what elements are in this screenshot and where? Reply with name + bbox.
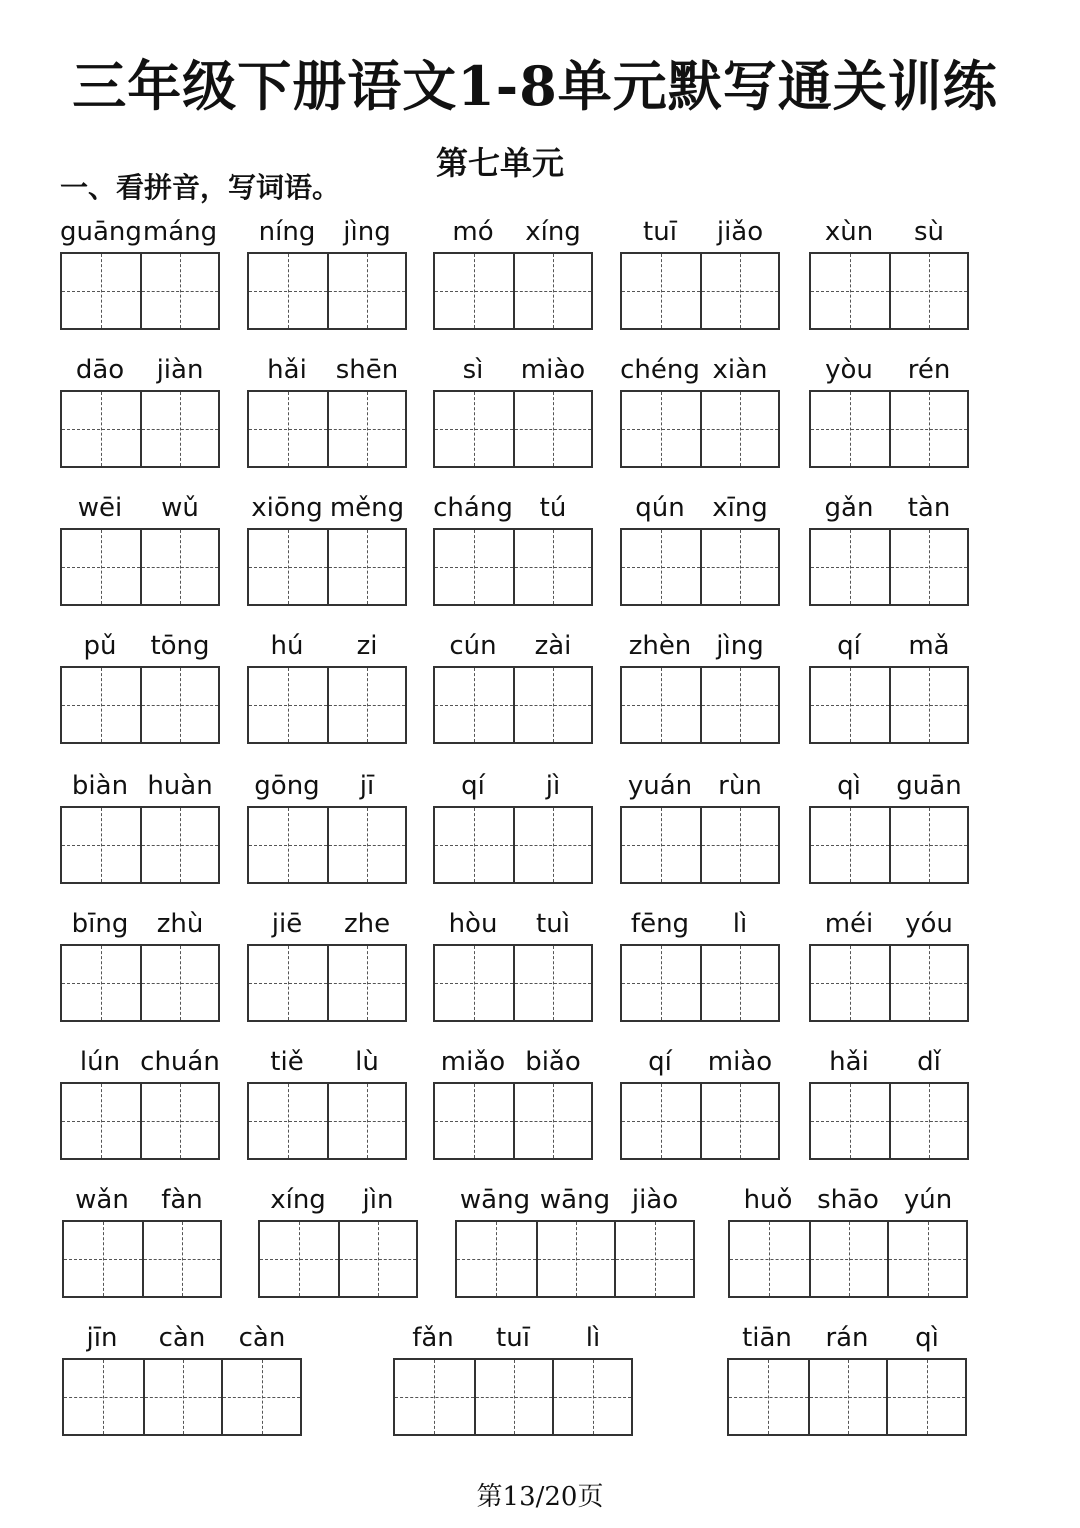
tianzige-cell[interactable] xyxy=(249,808,327,882)
tianzige-cell[interactable] xyxy=(327,254,405,328)
pinyin-label: níng xyxy=(258,217,316,247)
page-title: 三年级下册语文1-8单元默写通关训练 xyxy=(72,54,998,118)
word-item xyxy=(62,1182,222,1300)
pinyin-label: jìn xyxy=(362,1185,394,1215)
tianzige-cell[interactable] xyxy=(249,668,327,742)
pinyin-label: xiōng xyxy=(251,493,323,523)
writing-grid xyxy=(247,944,407,1022)
pinyin-label: tōng xyxy=(150,631,210,661)
pinyin-label: huǒ xyxy=(743,1185,793,1215)
tianzige-cell[interactable] xyxy=(700,392,778,466)
pinyin-label: měng xyxy=(329,493,405,523)
tianzige-cell[interactable] xyxy=(700,1084,778,1158)
tianzige-cell[interactable] xyxy=(811,808,889,882)
word-item xyxy=(433,906,593,1024)
pinyin-label: rán xyxy=(825,1323,869,1353)
word-item xyxy=(620,768,780,886)
pinyin-label: bīng xyxy=(71,909,129,939)
tianzige-cell[interactable] xyxy=(64,1360,143,1434)
pinyin-label: mó xyxy=(452,217,494,247)
pinyin-label: xiàn xyxy=(712,355,768,385)
pinyin-label: tú xyxy=(539,493,567,523)
pinyin-label: hòu xyxy=(448,909,498,939)
unit-title: 第七单元 xyxy=(435,144,564,182)
tianzige-cell[interactable] xyxy=(249,1084,327,1158)
tianzige-cell[interactable] xyxy=(889,530,967,604)
writing-grid xyxy=(809,528,969,606)
tianzige-cell[interactable] xyxy=(700,530,778,604)
pinyin-label: zhèn xyxy=(628,631,692,661)
tianzige-cell[interactable] xyxy=(622,808,700,882)
pinyin-label: rén xyxy=(907,355,951,385)
word-item xyxy=(247,214,407,332)
writing-grid xyxy=(62,1358,302,1436)
tianzige-cell[interactable] xyxy=(889,1084,967,1158)
tianzige-cell[interactable] xyxy=(435,530,513,604)
tianzige-cell[interactable] xyxy=(622,946,700,1020)
word-item xyxy=(728,1182,968,1300)
tianzige-cell[interactable] xyxy=(64,1222,142,1296)
writing-grid xyxy=(433,390,593,468)
word-item xyxy=(620,628,780,746)
pinyin-label: tuì xyxy=(536,909,570,939)
pinyin-label: cún xyxy=(449,631,497,661)
pinyin-label: fǎn xyxy=(412,1323,454,1353)
pinyin-label: càn xyxy=(158,1323,206,1353)
tianzige-cell[interactable] xyxy=(249,530,327,604)
pinyin-label: máng xyxy=(142,217,218,247)
pinyin-label: jiǎo xyxy=(716,217,764,247)
pinyin-label: miào xyxy=(520,355,586,385)
pinyin-label: wēi xyxy=(77,493,123,523)
tianzige-cell[interactable] xyxy=(62,668,140,742)
pinyin-label: tuī xyxy=(496,1323,530,1353)
tianzige-cell[interactable] xyxy=(140,392,218,466)
pinyin-label: qún xyxy=(635,493,685,523)
writing-grid xyxy=(620,390,780,468)
pinyin-label: mǎ xyxy=(908,631,950,661)
pinyin-label: hǎi xyxy=(829,1047,869,1077)
writing-grid xyxy=(809,666,969,744)
tianzige-cell[interactable] xyxy=(808,1360,887,1434)
tianzige-cell[interactable] xyxy=(457,1222,536,1296)
word-item xyxy=(60,214,220,332)
word-item xyxy=(60,628,220,746)
tianzige-cell[interactable] xyxy=(435,254,513,328)
pinyin-label: tuī xyxy=(643,217,677,247)
tianzige-cell[interactable] xyxy=(62,530,140,604)
tianzige-cell[interactable] xyxy=(513,1084,591,1158)
tianzige-cell[interactable] xyxy=(700,808,778,882)
word-item xyxy=(455,1182,695,1300)
tianzige-cell[interactable] xyxy=(338,1222,416,1296)
writing-grid xyxy=(620,528,780,606)
tianzige-cell[interactable] xyxy=(249,392,327,466)
tianzige-cell[interactable] xyxy=(811,392,889,466)
tianzige-cell[interactable] xyxy=(249,946,327,1020)
tianzige-cell[interactable] xyxy=(140,946,218,1020)
tianzige-cell[interactable] xyxy=(513,254,591,328)
writing-grid xyxy=(727,1358,967,1436)
writing-grid xyxy=(620,666,780,744)
tianzige-cell[interactable] xyxy=(811,1084,889,1158)
pinyin-label: qí xyxy=(648,1047,672,1077)
tianzige-cell[interactable] xyxy=(62,254,140,328)
word-item xyxy=(393,1320,633,1438)
tianzige-cell[interactable] xyxy=(62,392,140,466)
tianzige-cell[interactable] xyxy=(140,668,218,742)
word-item xyxy=(620,214,780,332)
writing-grid xyxy=(433,944,593,1022)
pinyin-label: guāng xyxy=(60,217,142,247)
word-item xyxy=(809,490,969,608)
pinyin-label: zhù xyxy=(156,909,204,939)
pinyin-label: hǎi xyxy=(267,355,307,385)
word-item xyxy=(433,214,593,332)
tianzige-cell[interactable] xyxy=(700,254,778,328)
pinyin-label: gǎn xyxy=(824,493,874,523)
word-item xyxy=(433,628,593,746)
word-item xyxy=(433,490,593,608)
pinyin-label: lì xyxy=(732,909,748,939)
writing-grid xyxy=(809,944,969,1022)
writing-grid xyxy=(809,390,969,468)
pinyin-label: jiàn xyxy=(156,355,204,385)
writing-grid xyxy=(393,1358,633,1436)
writing-grid xyxy=(60,944,220,1022)
tianzige-cell[interactable] xyxy=(435,946,513,1020)
tianzige-cell[interactable] xyxy=(889,254,967,328)
tianzige-cell[interactable] xyxy=(140,808,218,882)
writing-grid xyxy=(620,806,780,884)
tianzige-cell[interactable] xyxy=(809,1222,888,1296)
tianzige-cell[interactable] xyxy=(811,530,889,604)
pinyin-label: zhe xyxy=(343,909,391,939)
word-item xyxy=(809,906,969,1024)
pinyin-label: lù xyxy=(355,1047,379,1077)
word-item xyxy=(620,906,780,1024)
writing-grid xyxy=(247,252,407,330)
tianzige-cell[interactable] xyxy=(622,668,700,742)
tianzige-cell[interactable] xyxy=(327,1084,405,1158)
tianzige-cell[interactable] xyxy=(552,1360,631,1434)
writing-grid xyxy=(433,666,593,744)
writing-grid xyxy=(433,806,593,884)
tianzige-cell[interactable] xyxy=(513,530,591,604)
writing-grid xyxy=(62,1220,222,1298)
tianzige-cell[interactable] xyxy=(811,946,889,1020)
pinyin-label: jìng xyxy=(716,631,764,661)
tianzige-cell[interactable] xyxy=(700,668,778,742)
pinyin-label: càn xyxy=(238,1323,286,1353)
pinyin-label: qì xyxy=(837,771,861,801)
tianzige-cell[interactable] xyxy=(622,254,700,328)
tianzige-cell[interactable] xyxy=(435,808,513,882)
word-item xyxy=(247,768,407,886)
tianzige-cell[interactable] xyxy=(221,1360,300,1434)
tianzige-cell[interactable] xyxy=(435,668,513,742)
tianzige-cell[interactable] xyxy=(729,1360,808,1434)
pinyin-label: yún xyxy=(903,1185,953,1215)
pinyin-label: wǎn xyxy=(75,1185,129,1215)
tianzige-cell[interactable] xyxy=(513,946,591,1020)
writing-grid xyxy=(620,944,780,1022)
pinyin-label: guān xyxy=(896,771,962,801)
pinyin-label: dāo xyxy=(75,355,125,385)
tianzige-cell[interactable] xyxy=(889,392,967,466)
word-item xyxy=(620,1044,780,1162)
pinyin-label: wǔ xyxy=(161,493,199,523)
pinyin-label: sì xyxy=(462,355,484,385)
pinyin-label: hú xyxy=(270,631,304,661)
pinyin-label: lún xyxy=(79,1047,121,1077)
writing-grid xyxy=(247,666,407,744)
pinyin-label: rùn xyxy=(718,771,762,801)
pinyin-label: xíng xyxy=(270,1185,326,1215)
word-item xyxy=(620,352,780,470)
word-item xyxy=(727,1320,967,1438)
word-item xyxy=(247,352,407,470)
word-item xyxy=(247,628,407,746)
pinyin-label: jīn xyxy=(86,1323,118,1353)
writing-grid xyxy=(60,252,220,330)
pinyin-label: qí xyxy=(837,631,861,661)
pinyin-label: shāo xyxy=(817,1185,879,1215)
pinyin-label: dǐ xyxy=(917,1047,941,1077)
tianzige-cell[interactable] xyxy=(889,808,967,882)
tianzige-cell[interactable] xyxy=(140,254,218,328)
writing-grid xyxy=(247,528,407,606)
word-item xyxy=(809,214,969,332)
tianzige-cell[interactable] xyxy=(260,1222,338,1296)
pinyin-label: miǎo xyxy=(440,1047,506,1077)
word-item xyxy=(433,1044,593,1162)
pinyin-label: qí xyxy=(461,771,485,801)
word-item xyxy=(809,352,969,470)
pinyin-label: jī xyxy=(359,771,375,801)
pinyin-label: wāng xyxy=(539,1185,611,1215)
tianzige-cell[interactable] xyxy=(435,1084,513,1158)
tianzige-cell[interactable] xyxy=(811,254,889,328)
page-number: 第13/20页 xyxy=(476,1482,604,1512)
pinyin-label: xíng xyxy=(525,217,581,247)
writing-grid xyxy=(60,390,220,468)
writing-grid xyxy=(60,666,220,744)
pinyin-label: fēng xyxy=(630,909,690,939)
writing-grid xyxy=(809,806,969,884)
tianzige-cell[interactable] xyxy=(143,1360,222,1434)
tianzige-cell[interactable] xyxy=(327,392,405,466)
tianzige-cell[interactable] xyxy=(140,530,218,604)
section-heading: 一、看拼音，写词语。 xyxy=(60,171,341,204)
writing-grid xyxy=(247,1082,407,1160)
pinyin-label: wāng xyxy=(459,1185,531,1215)
tianzige-cell[interactable] xyxy=(889,946,967,1020)
pinyin-label: fàn xyxy=(161,1185,203,1215)
pinyin-label: cháng xyxy=(433,493,513,523)
writing-grid xyxy=(60,1082,220,1160)
writing-grid xyxy=(60,806,220,884)
word-item xyxy=(60,1044,220,1162)
tianzige-cell[interactable] xyxy=(327,808,405,882)
pinyin-label: sù xyxy=(913,217,945,247)
writing-grid xyxy=(728,1220,968,1298)
pinyin-label: chéng xyxy=(620,355,700,385)
word-item xyxy=(60,352,220,470)
tianzige-cell[interactable] xyxy=(889,668,967,742)
word-item xyxy=(809,768,969,886)
tianzige-cell[interactable] xyxy=(887,1222,966,1296)
word-item xyxy=(433,768,593,886)
tianzige-cell[interactable] xyxy=(513,392,591,466)
pinyin-label: jì xyxy=(545,771,561,801)
pinyin-label: tiān xyxy=(742,1323,792,1353)
tianzige-cell[interactable] xyxy=(730,1222,809,1296)
word-item xyxy=(62,1320,302,1438)
tianzige-cell[interactable] xyxy=(513,808,591,882)
pinyin-label: pǔ xyxy=(83,631,117,661)
pinyin-label: xùn xyxy=(824,217,874,247)
writing-grid xyxy=(247,806,407,884)
tianzige-cell[interactable] xyxy=(435,392,513,466)
writing-grid xyxy=(433,528,593,606)
writing-grid xyxy=(258,1220,418,1298)
writing-grid xyxy=(809,252,969,330)
word-item xyxy=(60,768,220,886)
tianzige-cell[interactable] xyxy=(140,1084,218,1158)
pinyin-label: jiào xyxy=(631,1185,679,1215)
pinyin-label: méi xyxy=(824,909,874,939)
word-item xyxy=(620,490,780,608)
pinyin-label: jìng xyxy=(343,217,391,247)
tianzige-cell[interactable] xyxy=(142,1222,220,1296)
pinyin-label: jiē xyxy=(271,909,303,939)
writing-grid xyxy=(247,390,407,468)
tianzige-cell[interactable] xyxy=(536,1222,615,1296)
pinyin-label: zi xyxy=(356,631,378,661)
pinyin-label: yuán xyxy=(627,771,693,801)
writing-grid xyxy=(620,252,780,330)
tianzige-cell[interactable] xyxy=(327,668,405,742)
writing-grid xyxy=(60,528,220,606)
pinyin-label: miào xyxy=(707,1047,773,1077)
pinyin-label: biàn xyxy=(71,771,129,801)
word-item xyxy=(809,1044,969,1162)
writing-grid xyxy=(809,1082,969,1160)
tianzige-cell[interactable] xyxy=(395,1360,474,1434)
writing-grid xyxy=(620,1082,780,1160)
pinyin-label: yòu xyxy=(825,355,873,385)
tianzige-cell[interactable] xyxy=(249,254,327,328)
tianzige-cell[interactable] xyxy=(62,808,140,882)
tianzige-cell[interactable] xyxy=(513,668,591,742)
tianzige-cell[interactable] xyxy=(327,946,405,1020)
tianzige-cell[interactable] xyxy=(622,1084,700,1158)
pinyin-label: huàn xyxy=(147,771,213,801)
tianzige-cell[interactable] xyxy=(62,946,140,1020)
word-item xyxy=(247,906,407,1024)
writing-grid xyxy=(433,252,593,330)
word-item xyxy=(60,490,220,608)
word-item xyxy=(247,1044,407,1162)
word-item xyxy=(433,352,593,470)
tianzige-cell[interactable] xyxy=(474,1360,553,1434)
writing-grid xyxy=(455,1220,695,1298)
tianzige-cell[interactable] xyxy=(811,668,889,742)
tianzige-cell[interactable] xyxy=(622,530,700,604)
pinyin-label: shēn xyxy=(335,355,399,385)
pinyin-label: xīng xyxy=(712,493,768,523)
pinyin-label: tàn xyxy=(907,493,951,523)
word-item xyxy=(258,1182,418,1300)
pinyin-label: qì xyxy=(915,1323,939,1353)
pinyin-label: tiě xyxy=(270,1047,304,1077)
tianzige-cell[interactable] xyxy=(886,1360,965,1434)
pinyin-label: yóu xyxy=(905,909,953,939)
tianzige-cell[interactable] xyxy=(614,1222,693,1296)
tianzige-cell[interactable] xyxy=(62,1084,140,1158)
pinyin-label: chuán xyxy=(140,1047,220,1077)
tianzige-cell[interactable] xyxy=(327,530,405,604)
tianzige-cell[interactable] xyxy=(622,392,700,466)
tianzige-cell[interactable] xyxy=(700,946,778,1020)
writing-grid xyxy=(433,1082,593,1160)
pinyin-label: lì xyxy=(585,1323,601,1353)
word-item xyxy=(247,490,407,608)
pinyin-label: biǎo xyxy=(525,1047,581,1077)
pinyin-label: gōng xyxy=(254,771,320,801)
word-item xyxy=(809,628,969,746)
word-item xyxy=(60,906,220,1024)
pinyin-label: zài xyxy=(534,631,572,661)
